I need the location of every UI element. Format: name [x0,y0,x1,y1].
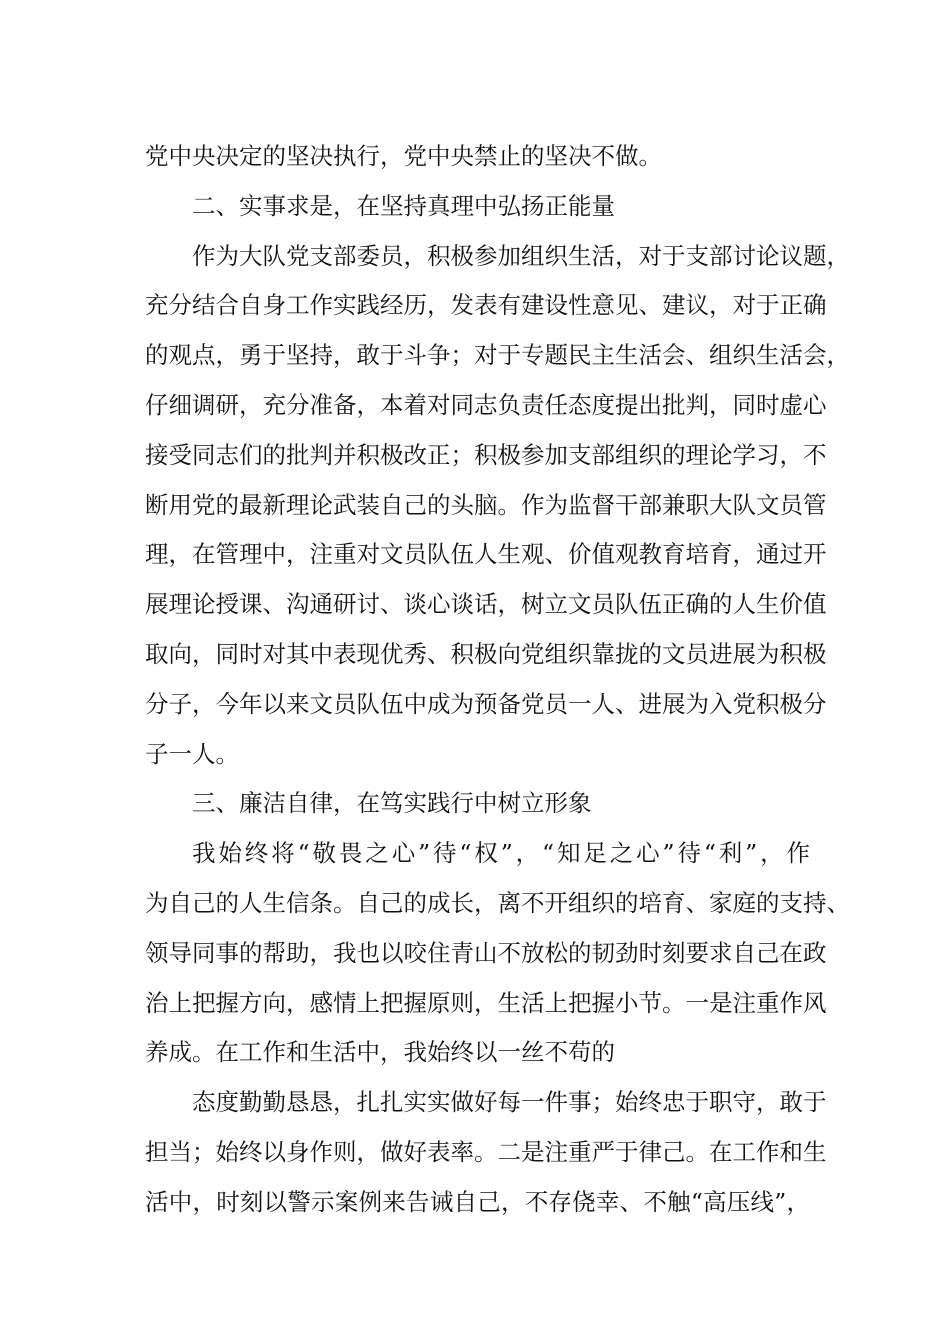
text-line: 仔细调研，充分准备，本着对同志负责任态度提出批判，同时虚心 [145,390,827,419]
text-line: 态度勤勤恳恳，扎扎实实做好每一件事；始终忠于职守，敢于 [192,1088,827,1117]
heading-text: 三、廉洁自律，在笃实践行中树立形象 [192,789,592,818]
text-line: 断用党的最新理论武装自己的头脑。作为监督干部兼职大队文员管 [145,490,827,519]
paragraph-integrity [145,829,850,1078]
text-line: 取向，同时对其中表现优秀、积极向党组织靠拢的文员进展为积极 [145,639,827,668]
paragraph-party-branch [145,232,850,780]
text-line: 养成。在工作和生活中，我始终以一丝不苟的 [145,1038,615,1067]
section-heading-2 [145,182,810,232]
text-line: 治上把握方向，感情上把握原则，生活上把握小节。一是注重作风 [145,988,827,1017]
text-line: 分子，今年以来文员队伍中成为预备党员一人、进展为入党积极分 [145,689,827,718]
text-line: 担当；始终以身作则，做好表率。二是注重严于律己。在工作和生 [145,1137,827,1166]
text-line: 党中央决定的坚决执行，党中央禁止的坚决不做。 [145,142,662,170]
paragraph-attitude [145,1078,827,1227]
text-line: 接受同志们的批判并积极改正；积极参加支部组织的理论学习，不 [145,440,827,469]
document-body [145,132,850,1228]
text-line: 为自己的人生信条。自己的成长，离不开组织的培育、家庭的支持、 [145,888,850,917]
text-line: 作为大队党支部委员，积极参加组织生活，对于支部讨论议题， [192,241,850,270]
text-line: 领导同事的帮助，我也以咬住青山不放松的韧劲时刻要求自己在政 [145,938,827,967]
text-line: 理，在管理中，注重对文员队伍人生观、价值观教育培育，通过开 [145,540,827,569]
text-line: 充分结合自身工作实践经历，发表有建设性意见、建议，对于正确 [145,291,827,320]
text-line: 子一人。 [145,739,239,768]
paragraph-continuation [145,132,810,182]
text-line: 活中，时刻以警示案例来告诫自己，不存侥幸、不触“高压线”， [145,1187,810,1216]
section-heading-3 [145,779,810,829]
text-line: 我始终将“敬畏之心”待“权”，“知足之心”待“利”，作 [192,839,810,868]
text-line: 的观点，勇于坚持，敢于斗争；对于专题民主生活会、组织生活会， [145,341,850,370]
heading-text: 二、实事求是，在坚持真理中弘扬正能量 [192,191,615,220]
text-line: 展理论授课、沟通研讨、谈心谈话，树立文员队伍正确的人生价值 [145,590,827,619]
